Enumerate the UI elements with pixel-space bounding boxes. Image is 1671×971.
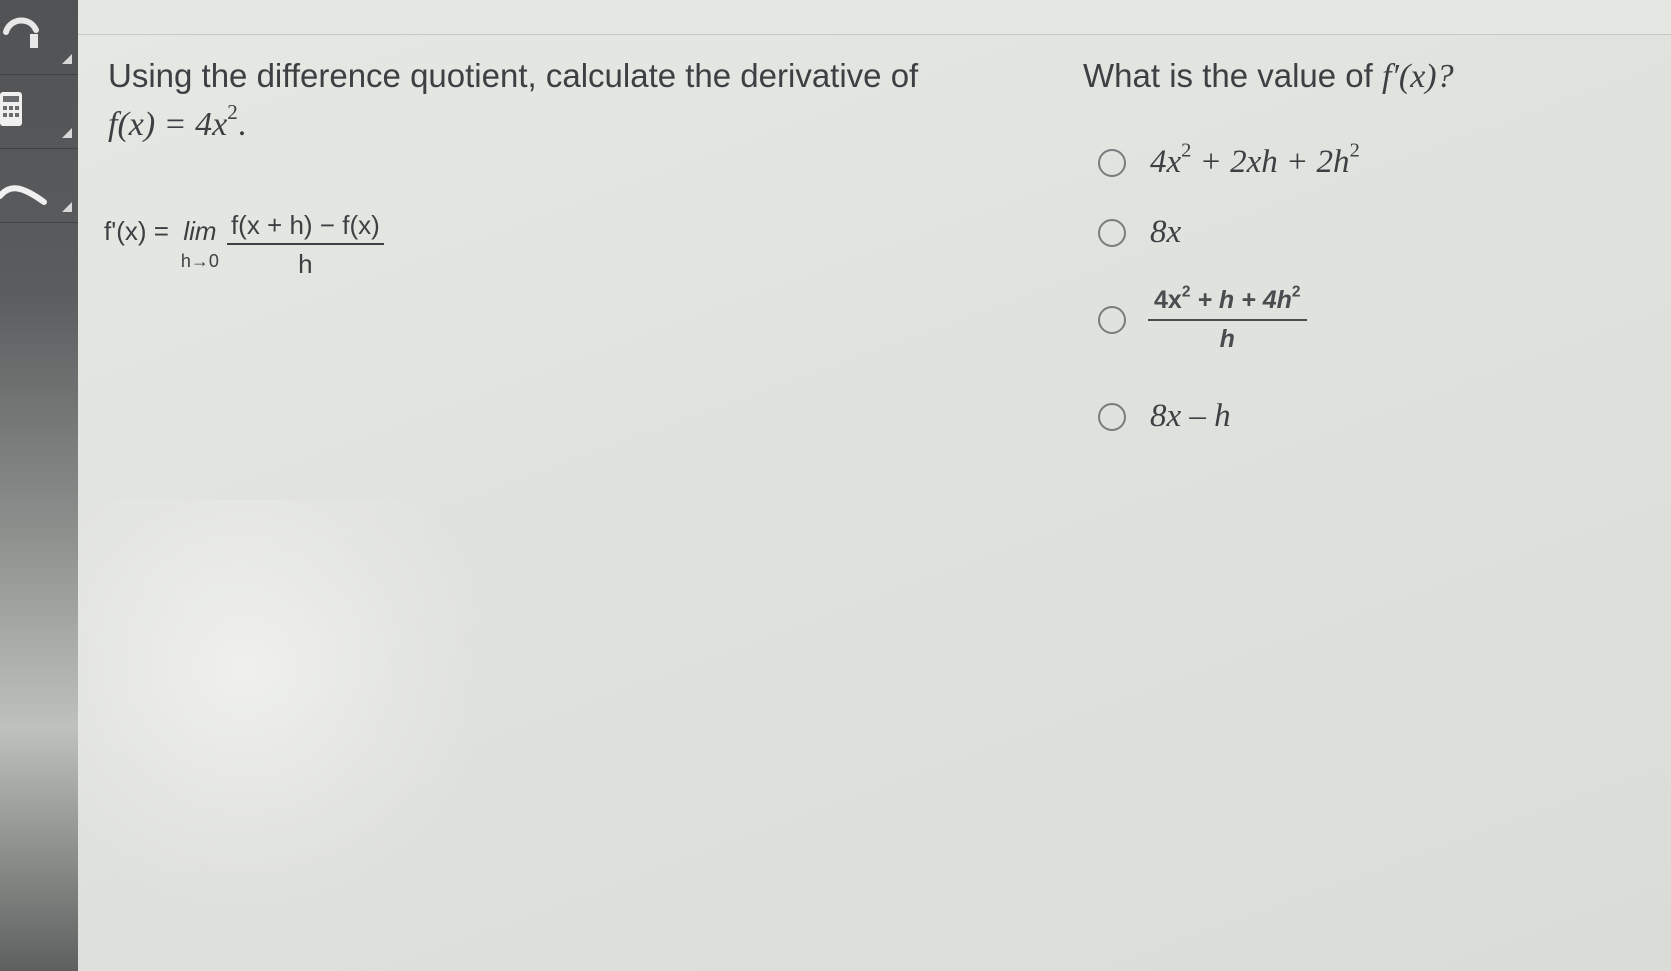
answer-option-4[interactable]: [1083, 398, 1231, 435]
option-fraction-numerator: $4x^2 + h + 4h^2$: [1148, 286, 1307, 321]
option-label: $4x^2 + 2xh + 2h^2$: [1150, 139, 1360, 180]
fraction-denominator: h: [298, 249, 313, 279]
option-label: 8x – h: [1150, 398, 1231, 434]
function-definition: $f(x) = 4x^2$.: [108, 100, 247, 143]
option-fraction-denominator: h: [1219, 325, 1235, 353]
radio-button[interactable]: [1098, 403, 1126, 431]
screen-glare: [78, 500, 498, 920]
sidebar-tool-button-3[interactable]: [0, 148, 78, 223]
limit-operator: [181, 210, 219, 272]
fraction-numerator: f(x + h) − f(x): [227, 210, 384, 245]
sidebar-tool-button-2[interactable]: [0, 74, 78, 149]
radio-button[interactable]: [1098, 149, 1126, 177]
question-text: What is the value of f′(x)?: [1083, 57, 1454, 95]
expand-arrow-icon: [62, 128, 72, 138]
limit-word: lim: [183, 216, 217, 246]
option-fraction: [1148, 283, 1307, 354]
question-expression: f′(x)?: [1382, 58, 1454, 95]
limit-subscript: h→0: [180, 251, 219, 271]
problem-text: Using the difference quotient, calculate the derivative of: [108, 57, 919, 94]
derivative-lhs: f'(x) =: [104, 216, 169, 246]
answer-option-1[interactable]: [1083, 139, 1360, 181]
sidebar-toolbar: [0, 0, 78, 971]
calculator-icon: [0, 82, 60, 142]
radio-button[interactable]: [1098, 219, 1126, 247]
curve-tool-icon: [0, 8, 60, 68]
question-page: [78, 0, 1671, 971]
answer-option-3[interactable]: [1083, 283, 1307, 354]
difference-quotient-fraction: [227, 210, 384, 280]
difference-quotient-formula: [104, 210, 384, 280]
expand-arrow-icon: [62, 54, 72, 64]
sidebar-tool-button-1[interactable]: [0, 0, 78, 75]
option-label: 8x: [1150, 214, 1182, 250]
radio-button[interactable]: [1098, 306, 1126, 334]
answer-option-2[interactable]: [1083, 214, 1181, 251]
expand-arrow-icon: [62, 202, 72, 212]
pen-tool-icon: [0, 156, 60, 216]
answer-panel: [1083, 52, 1643, 434]
problem-panel: [104, 52, 1038, 279]
problem-statement: [108, 52, 1038, 149]
